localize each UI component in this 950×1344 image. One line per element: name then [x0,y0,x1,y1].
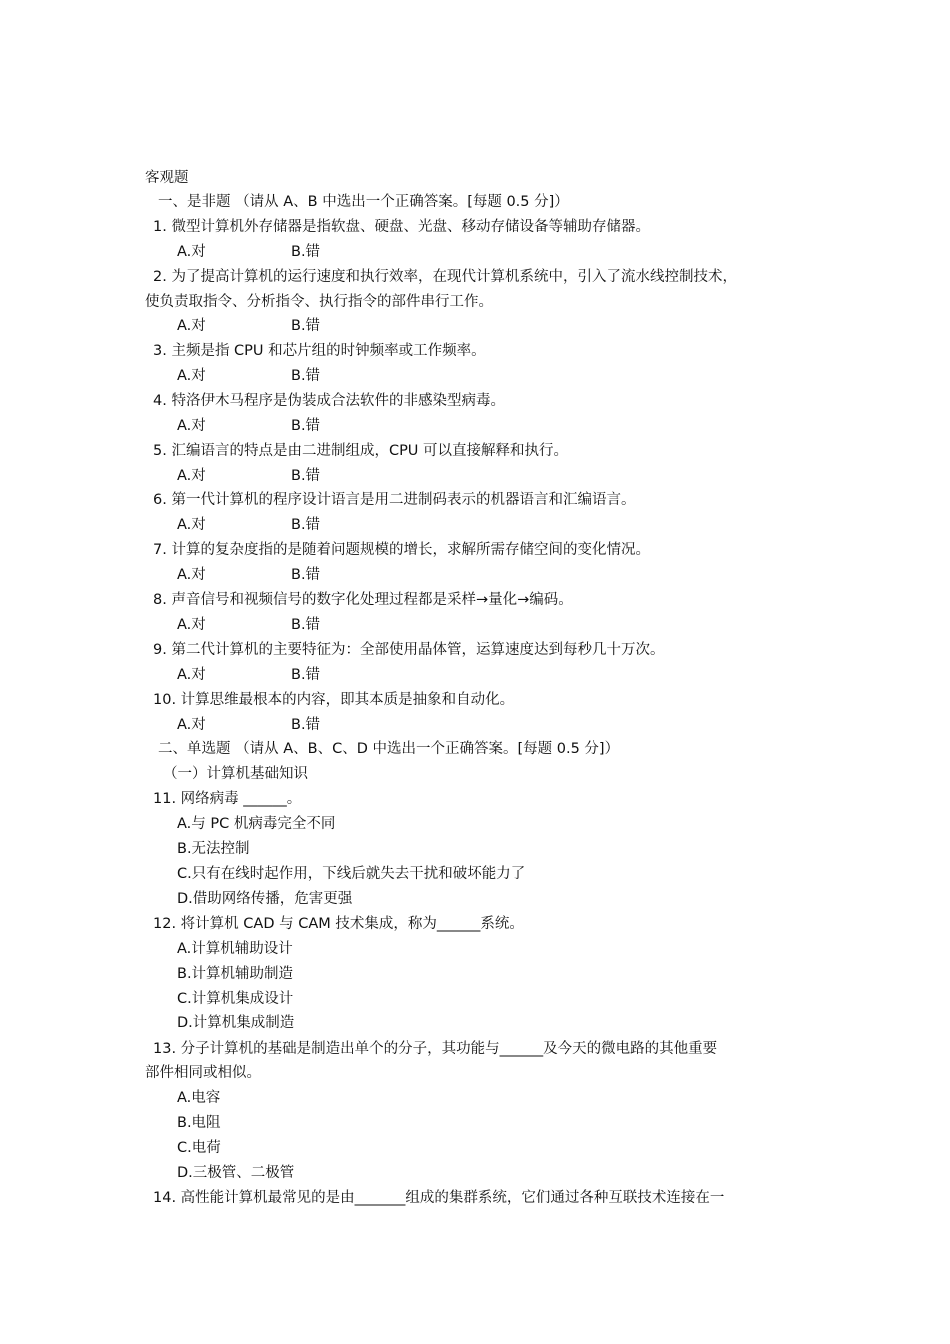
q11-option-a: A.与 PC 机病毒完全不同 [177,816,336,832]
q12-option-a: A.计算机辅助设计 [177,941,293,957]
section2-subheading: （一）计算机基础知识 [163,766,308,782]
q12-option-d: D.计算机集成制造 [177,1015,295,1031]
q10-option-a: A.对 [177,717,206,733]
question-8: 8. 声音信号和视频信号的数字化处理过程都是采样→量化→编码。 [153,592,573,608]
q9-option-b: B.错 [291,667,321,683]
question-6: 6. 第一代计算机的程序设计语言是用二进制码表示的机器语言和汇编语言。 [153,492,636,508]
question-10: 10. 计算思维最根本的内容，即其本质是抽象和自动化。 [153,692,515,708]
question-7: 7. 计算的复杂度指的是随着问题规模的增长，求解所需存储空间的变化情况。 [153,542,650,558]
section2-heading: 二、单选题 （请从 A、B、C、D 中选出一个正确答案。[每题 0.5 分]） [158,741,620,757]
section1-heading: 一、是非题 （请从 A、B 中选出一个正确答案。[每题 0.5 分]） [158,194,569,210]
q11-option-d: D.借助网络传播，危害更强 [177,891,353,907]
question-3: 3. 主频是指 CPU 和芯片组的时钟频率或工作频率。 [153,343,486,359]
q8-option-b: B.错 [291,617,321,633]
question-11: 11. 网络病毒 ______。 [153,791,302,807]
q4-option-b: B.错 [291,418,321,434]
q10-option-b: B.错 [291,717,321,733]
q13-option-d: D.三极管、二极管 [177,1165,295,1181]
q3-option-b: B.错 [291,368,321,384]
doc-title: 客观题 [145,170,189,186]
q6-option-a: A.对 [177,517,206,533]
q8-option-a: A.对 [177,617,206,633]
question-13: 13. 分子计算机的基础是制造出单个的分子，其功能与______及今天的微电路的其他重要 [153,1041,718,1057]
q1-option-a: A.对 [177,244,206,260]
q5-option-a: A.对 [177,468,206,484]
question-1: 1. 微型计算机外存储器是指软盘、硬盘、光盘、移动存储设备等辅助存储器。 [153,219,650,235]
q13-option-a: A.电容 [177,1090,221,1106]
question-14: 14. 高性能计算机最常见的是由_______组成的集群系统，它们通过各种互联技术连接在一 [153,1190,725,1206]
question-12: 12. 将计算机 CAD 与 CAM 技术集成，称为______系统。 [153,916,524,932]
q11-option-c: C.只有在线时起作用，下线后就失去干扰和破坏能力了 [177,866,526,882]
q12-option-c: C.计算机集成设计 [177,991,294,1007]
q4-option-a: A.对 [177,418,206,434]
q6-option-b: B.错 [291,517,321,533]
q1-option-b: B.错 [291,244,321,260]
q7-option-b: B.错 [291,567,321,583]
q7-option-a: A.对 [177,567,206,583]
q2-option-b: B.错 [291,318,321,334]
q2-option-a: A.对 [177,318,206,334]
question-4: 4. 特洛伊木马程序是伪装成合法软件的非感染型病毒。 [153,393,505,409]
q11-option-b: B.无法控制 [177,841,250,857]
q5-option-b: B.错 [291,468,321,484]
q13-option-c: C.电荷 [177,1140,221,1156]
question-9: 9. 第二代计算机的主要特征为：全部使用晶体管，运算速度达到每秒几十万次。 [153,642,665,658]
q13-option-b: B.电阻 [177,1115,221,1131]
q3-option-a: A.对 [177,368,206,384]
question-13-continuation: 部件相同或相似。 [145,1065,261,1081]
question-2-continuation: 使负责取指令、分析指令、执行指令的部件串行工作。 [145,294,493,310]
question-5: 5. 汇编语言的特点是由二进制组成，CPU 可以直接解释和执行。 [153,443,569,459]
q9-option-a: A.对 [177,667,206,683]
q12-option-b: B.计算机辅助制造 [177,966,294,982]
question-2: 2. 为了提高计算机的运行速度和执行效率，在现代计算机系统中，引入了流水线控制技术， [153,269,737,285]
